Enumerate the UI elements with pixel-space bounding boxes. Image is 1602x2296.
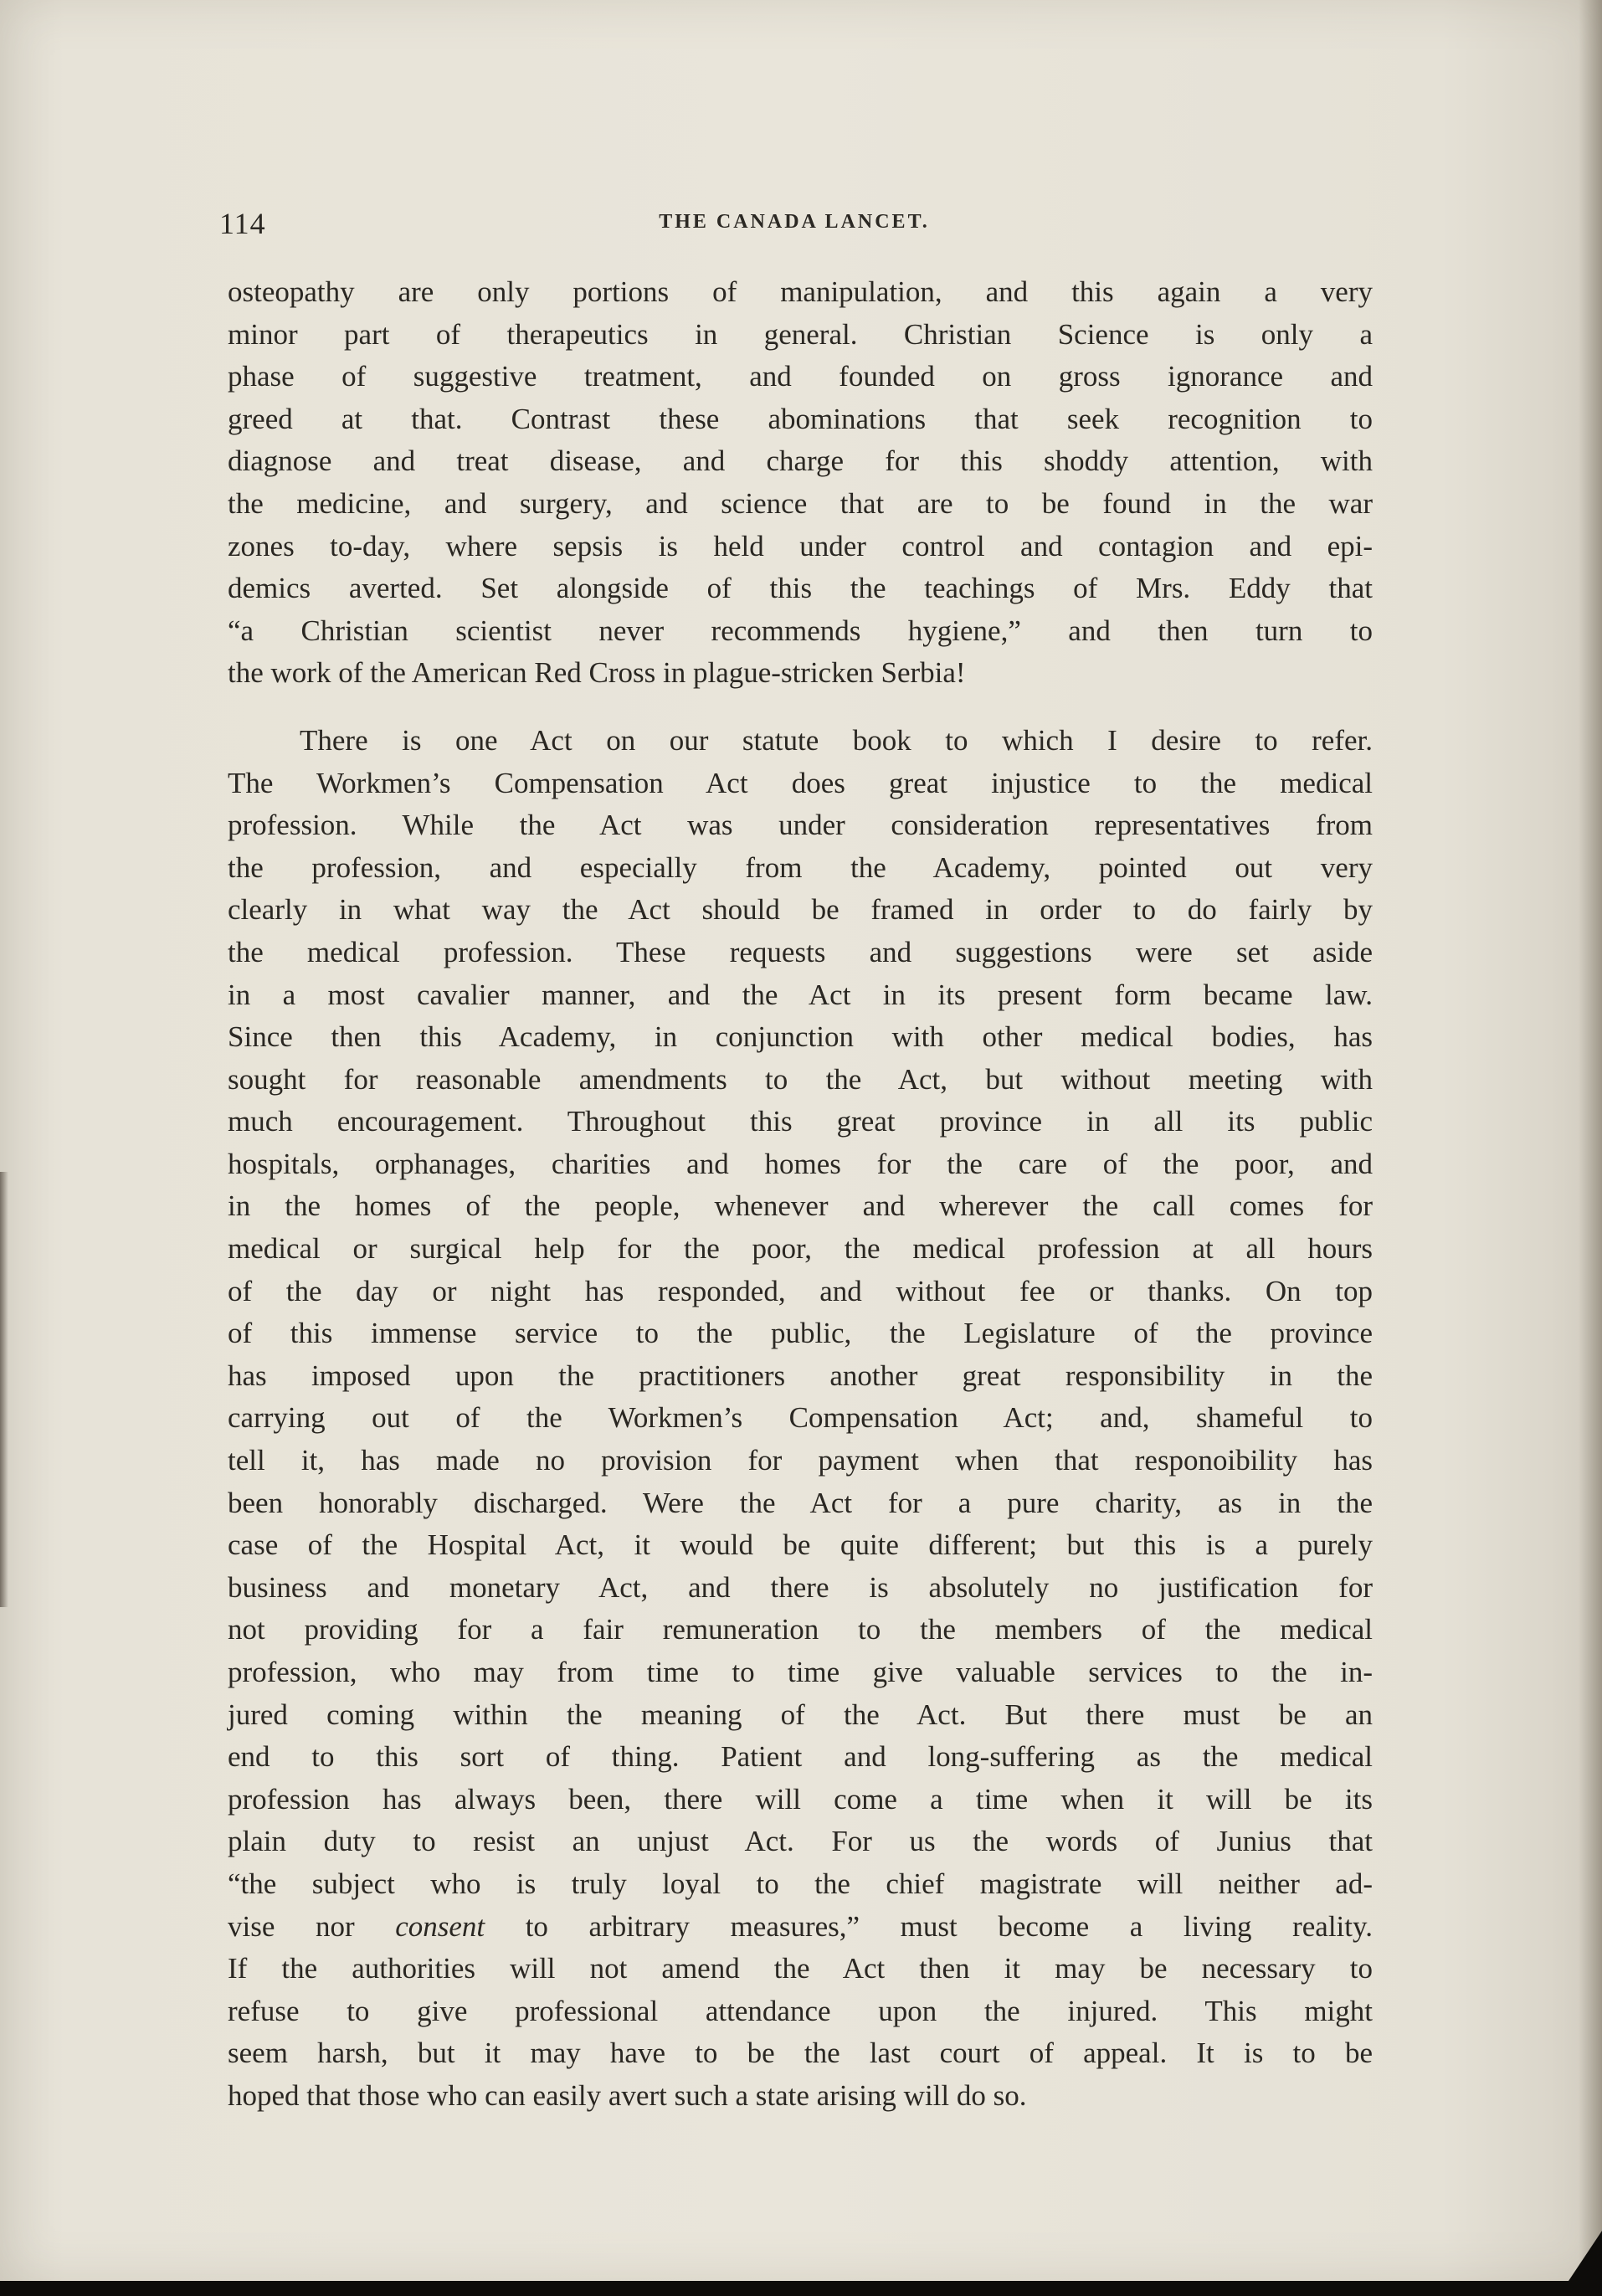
text-line: clearly in what way the Act should be framed in order to do fairly by	[228, 893, 1373, 927]
text-line: zones to-day, where sepsis is held under control and contagion and epi-	[228, 529, 1373, 562]
text-line: tell it, has made no provision for payment when that responoibility has	[228, 1444, 1373, 1477]
text-line: phase of suggestive treatment, and founded on gross ignorance and	[228, 360, 1373, 393]
text-line: profession, who may from time to time give valuable services to the in-	[228, 1656, 1373, 1688]
text-line: If the authorities will not amend the Act then it may be necessary to	[228, 1952, 1373, 1985]
paragraph-2	[228, 720, 1373, 2118]
text-line: hoped that those who can easily avert such a state arising will do so.	[228, 2078, 1027, 2112]
text-fragment: vise nor	[228, 1909, 396, 1943]
page-header	[219, 206, 1369, 243]
page-edge-shadow	[1579, 0, 1602, 2281]
text-line: sought for reasonable amendments to the Act, but without meeting with	[228, 1062, 1373, 1096]
text-line: in a most cavalier manner, and the Act in its present form became law.	[228, 978, 1373, 1011]
page-number: 114	[219, 207, 266, 240]
page-corner	[1569, 2231, 1602, 2281]
text-line: not providing for a fair remuneration to the members of the medical	[228, 1613, 1373, 1646]
italic-word: consent	[395, 1909, 485, 1943]
text-line: of the day or night has responded, and without fee or thanks. On top	[228, 1274, 1373, 1307]
text-line: minor part of therapeutics in general. Christian Science is only a	[228, 317, 1373, 351]
text-line: end to this sort of thing. Patient and long-suffering as the medical	[228, 1740, 1373, 1774]
text-line: the profession, and especially from the Academy, pointed out very	[228, 850, 1373, 884]
text-line: diagnose and treat disease, and charge for this shoddy attention, with	[228, 444, 1373, 478]
text-line: in the homes of the people, whenever and wherever the call comes for	[228, 1189, 1373, 1223]
text-line: been honorably discharged. Were the Act for a pure charity, as in the	[228, 1486, 1373, 1519]
body-text	[228, 271, 1373, 2118]
text-line: demics averted. Set alongside of this the teachings of Mrs. Eddy that	[228, 572, 1373, 605]
text-line: refuse to give professional attendance upon the injured. This might	[228, 1994, 1373, 2027]
text-line: the work of the American Red Cross in plague-stricken Serbia!	[228, 656, 966, 690]
text-line: much encouragement. Throughout this great province in all its public	[228, 1105, 1373, 1138]
text-line: There is one Act on our statute book to which I desire to refer.	[300, 723, 1373, 757]
text-line-with-italic	[228, 1906, 1373, 1949]
text-line: “the subject who is truly loyal to the chief magistrate will neither ad-	[228, 1867, 1373, 1900]
text-line: has imposed upon the practitioners another great responsibility in the	[228, 1359, 1373, 1392]
text-line: business and monetary Act, and there is absolutely no justification for	[228, 1570, 1373, 1604]
paragraph-gap	[228, 695, 1373, 720]
text-line: jured coming within the meaning of the Act. But there must be an	[228, 1698, 1373, 1731]
text-line: seem harsh, but it may have to be the last court of appeal. It is to be	[228, 2037, 1373, 2070]
text-line: profession. While the Act was under consideration representatives from	[228, 809, 1373, 842]
text-line: The Workmen’s Compensation Act does great injustice to the medical	[228, 766, 1373, 799]
text-line: the medicine, and surgery, and science that are to be found in the war	[228, 486, 1373, 520]
binding-shadow	[0, 1172, 8, 1607]
paragraph-1	[228, 271, 1373, 695]
text-line: of this immense service to the public, the Legislature of the province	[228, 1317, 1373, 1350]
running-head: THE CANADA LANCET.	[659, 211, 930, 233]
text-fragment: to arbitrary measures,” must become a living reality.	[485, 1909, 1373, 1943]
text-line: carrying out of the Workmen’s Compensation Act; and, shameful to	[228, 1401, 1373, 1435]
text-line: Since then this Academy, in conjunction with other medical bodies, has	[228, 1020, 1373, 1054]
text-line: greed at that. Contrast these abominations that seek recognition to	[228, 402, 1373, 435]
text-line: hospitals, orphanages, charities and homes for the care of the poor, and	[228, 1147, 1373, 1180]
text-line: “a Christian scientist never recommends hygiene,” and then turn to	[228, 614, 1373, 647]
text-line: case of the Hospital Act, it would be quite different; but this is a purely	[228, 1528, 1373, 1562]
text-line: osteopathy are only portions of manipulation, and this again a very	[228, 275, 1373, 308]
text-line: plain duty to resist an unjust Act. For us the words of Junius that	[228, 1825, 1373, 1858]
text-line: medical or surgical help for the poor, the medical profession at all hours	[228, 1232, 1373, 1266]
text-line: the medical profession. These requests and suggestions were set aside	[228, 935, 1373, 968]
text-line: profession has always been, there will come a time when it will be its	[228, 1782, 1373, 1816]
